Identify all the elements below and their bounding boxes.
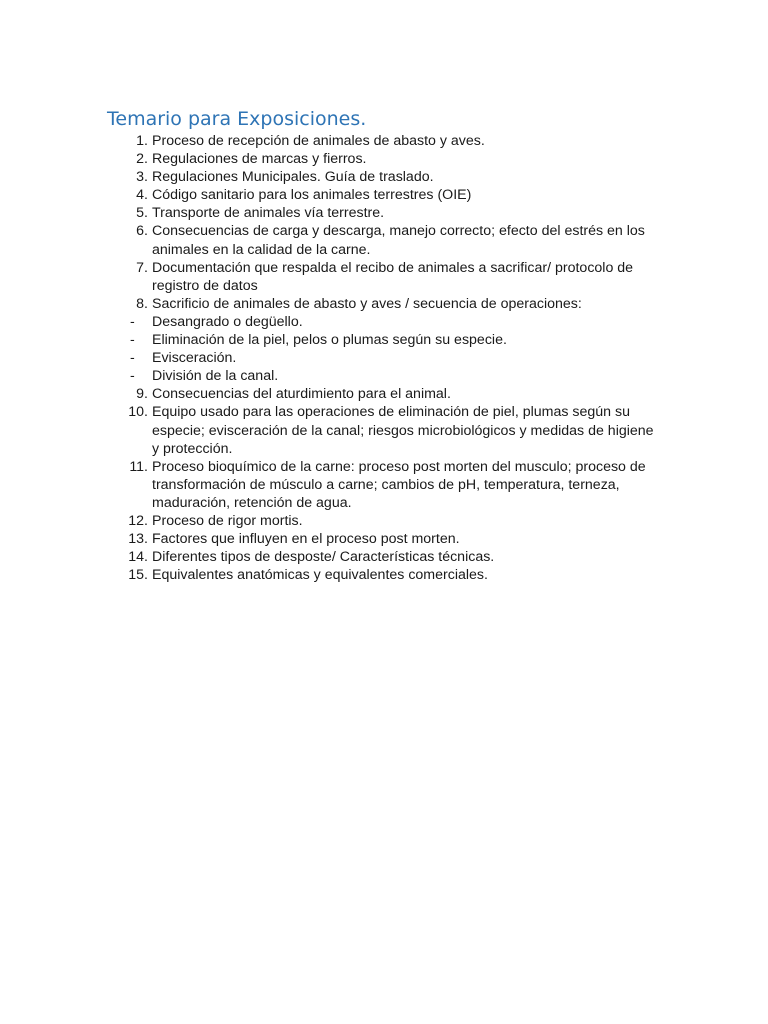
list-item-number: 14. <box>128 549 148 566</box>
list-item-text: Equipo usado para las operaciones de eliminación de piel, plumas según su especie; evisceración de la canal; riesgos microbiológicos y medidas de higiene y protección. <box>152 404 654 457</box>
list-item-number: 7. <box>136 259 148 276</box>
list-item-number: 8. <box>136 295 148 312</box>
list-item-number: 9. <box>136 386 148 403</box>
list-item <box>120 186 660 204</box>
list-item-text: Equivalentes anatómicas y equivalentes comerciales. <box>152 567 488 584</box>
list-item-text: Regulaciones de marcas y fierros. <box>152 151 367 168</box>
list-item <box>120 295 660 313</box>
list-subitem <box>120 313 660 331</box>
list-item-dash: - <box>130 368 135 385</box>
list-item <box>120 385 660 403</box>
list-item <box>120 403 660 457</box>
list-item-number: 11. <box>129 458 148 475</box>
list-item-text: Transporte de animales vía terrestre. <box>152 205 385 222</box>
list-item-number: 1. <box>136 133 148 149</box>
list-item <box>120 530 660 548</box>
document-title: Temario para Exposiciones. <box>107 108 367 130</box>
list-item-text: Proceso de recepción de animales de abasto y aves. <box>152 133 485 149</box>
list-item-text: Proceso de rigor mortis. <box>152 512 303 529</box>
list-item-text: Documentación que respalda el recibo de animales a sacrificar/ protocolo de registro de datos <box>152 259 634 294</box>
list-item-dash: - <box>130 350 135 367</box>
list-item-number: 6. <box>136 223 148 240</box>
list-subitem <box>120 331 660 349</box>
list-item-text: Proceso bioquímico de la carne: proceso post morten del musculo; proceso de transformación de músculo a carne; cambios de pH, temperatura, terneza, maduración, retención de agua. <box>152 458 646 511</box>
list-item-text: Desangrado o degüello. <box>152 313 303 330</box>
list-item-number: 4. <box>136 187 148 204</box>
list-item-number: 13. <box>128 531 148 548</box>
list-item-number: 12. <box>128 512 148 529</box>
list-item-number: 3. <box>136 169 148 186</box>
list-item <box>120 259 660 295</box>
list-item-text: Consecuencias del aturdimiento para el animal. <box>152 386 451 403</box>
list-item <box>120 132 660 150</box>
list-item-text: Eliminación de la piel, pelos o plumas según su especie. <box>152 332 507 349</box>
list-item-number: 15. <box>128 567 148 584</box>
list-item-text: División de la canal. <box>152 368 279 385</box>
list-item <box>120 222 660 258</box>
list-item-text: Consecuencias de carga y descarga, manejo correcto; efecto del estrés en los animales en la calidad de la carne. <box>152 223 645 258</box>
list-item-dash: - <box>130 332 135 349</box>
list-item-text: Factores que influyen en el proceso post morten. <box>152 531 460 548</box>
topic-list <box>120 132 660 584</box>
list-item <box>120 512 660 530</box>
list-item-text: Sacrificio de animales de abasto y aves / secuencia de operaciones: <box>152 295 582 312</box>
list-item-text: Diferentes tipos de desposte/ Características técnicas. <box>152 549 495 566</box>
list-item-number: 2. <box>136 151 148 168</box>
list-item <box>120 168 660 186</box>
list-item-text: Código sanitario para los animales terrestres (OIE) <box>152 187 472 204</box>
list-item <box>120 458 660 512</box>
list-item-number: 5. <box>136 205 148 222</box>
list-item <box>120 566 660 584</box>
list-subitem <box>120 349 660 367</box>
list-item-text: Evisceración. <box>152 350 237 367</box>
list-item <box>120 150 660 168</box>
list-item <box>120 204 660 222</box>
list-item <box>120 548 660 566</box>
list-item-dash: - <box>130 313 135 330</box>
list-item-number: 10. <box>128 404 148 421</box>
list-subitem <box>120 367 660 385</box>
list-item-text: Regulaciones Municipales. Guía de traslado. <box>152 169 434 186</box>
